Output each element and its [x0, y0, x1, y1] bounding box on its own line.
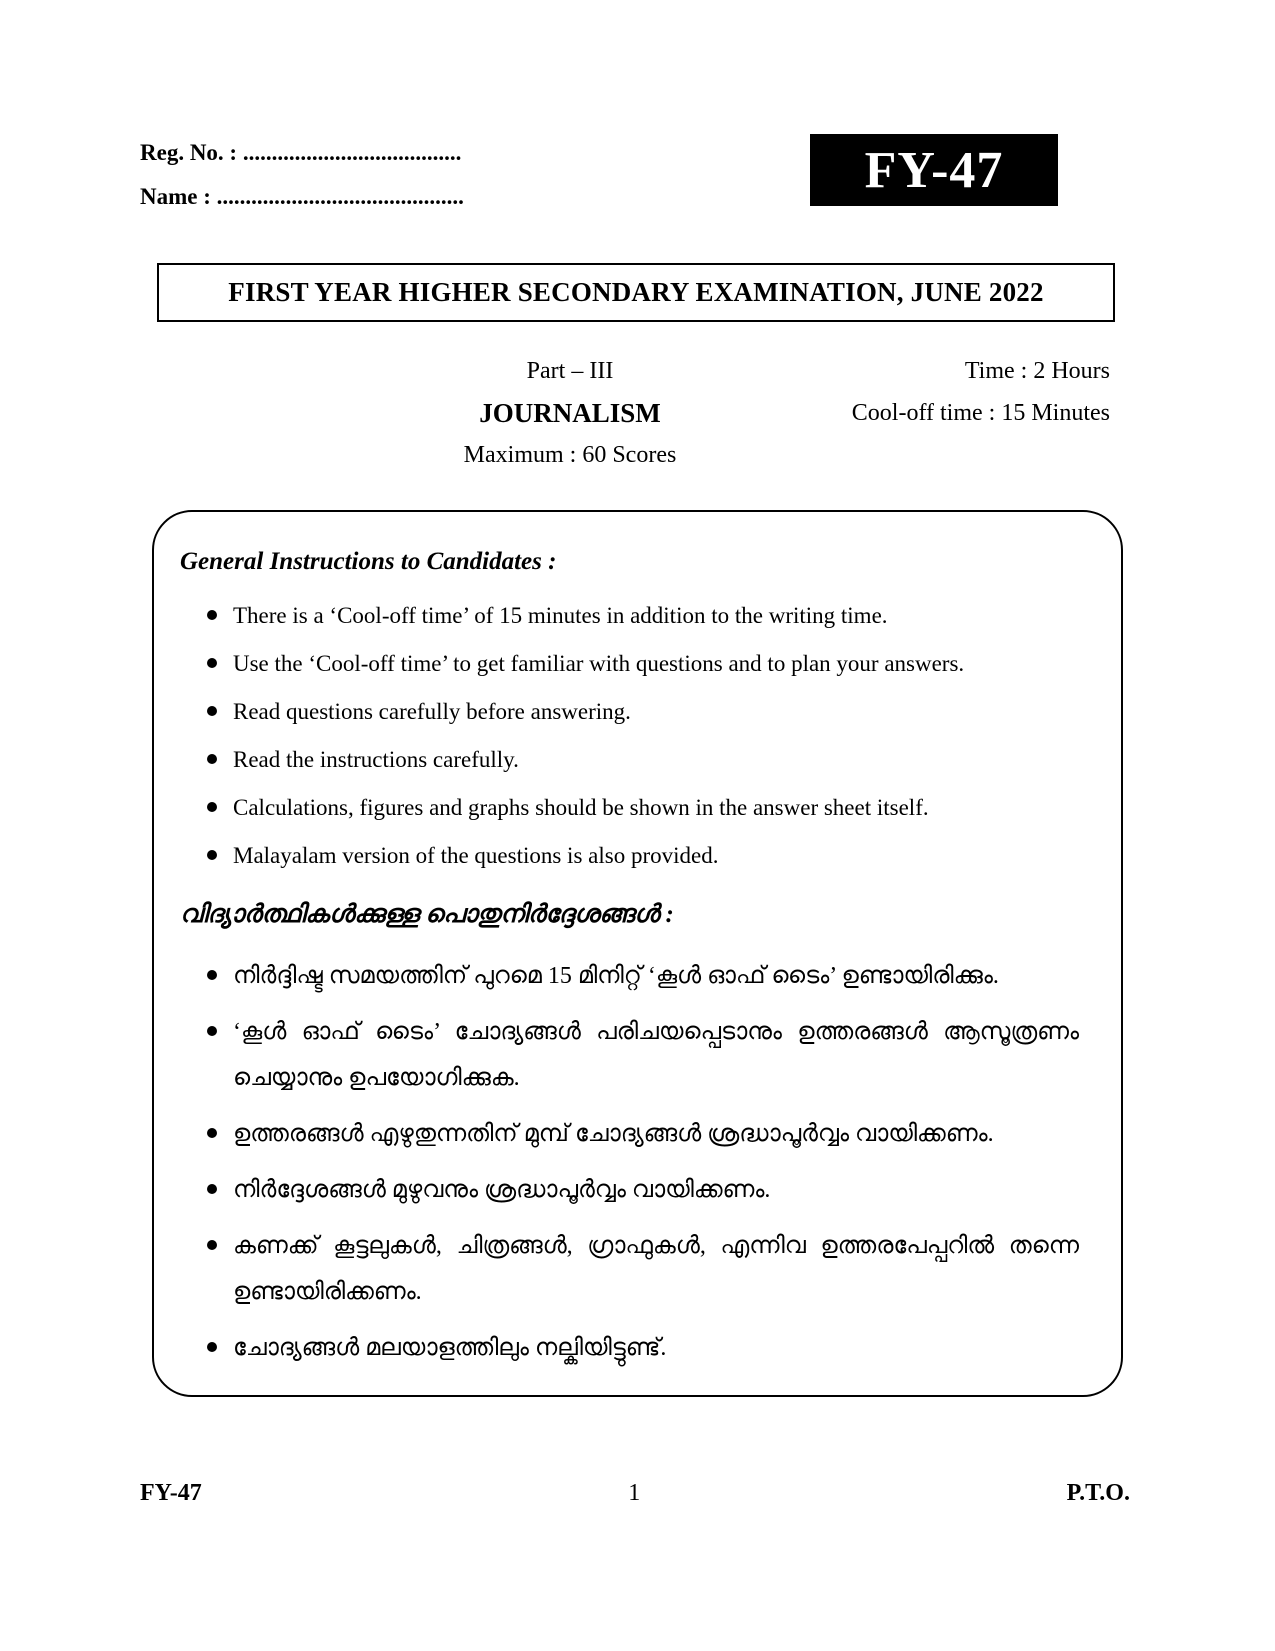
instructions-heading-en: General Instructions to Candidates : [180, 548, 557, 575]
maximum-scores-line: Maximum : 60 Scores [463, 442, 677, 468]
list-item [180, 953, 1079, 999]
instructions-list-ml [180, 953, 1079, 1371]
list-item [180, 1167, 1079, 1213]
list-item [180, 651, 1079, 677]
instruction-text: നിർദ്ദേശങ്ങൾ മുഴുവനും ശ്രദ്ധാപൂർവ്വം വായിക്കണം. [233, 1177, 771, 1203]
bullet-icon [207, 1026, 217, 1036]
instruction-text: Read the instructions carefully. [233, 747, 519, 772]
bullet-icon [207, 658, 217, 668]
list-item [180, 843, 1079, 869]
part-line: Part – III [526, 358, 614, 384]
exam-title-box [157, 263, 1115, 322]
bullet-icon [207, 802, 217, 812]
pto-label: P.T.O. [1066, 1480, 1130, 1506]
list-item [180, 1111, 1079, 1157]
reg-no-label: Reg. No. : ...................................... [140, 140, 462, 165]
list-item [180, 699, 1079, 725]
cooloff-line: Cool-off time : 15 Minutes [851, 400, 1110, 426]
list-item [180, 603, 1079, 629]
general-instructions-box [152, 510, 1123, 1397]
list-item [180, 1223, 1079, 1315]
instruction-text: ഉത്തരങ്ങൾ എഴുതുന്നതിന് മുമ്പ് ചോദ്യങ്ങൾ ശ്രദ്ധാപൂർവ്വം വായിക്കണം. [233, 1121, 994, 1147]
exam-title: FIRST YEAR HIGHER SECONDARY EXAMINATION, JUNE 2022 [228, 277, 1044, 307]
name-label: Name : ........................................... [140, 184, 464, 209]
instruction-text: Read questions carefully before answering. [233, 699, 631, 724]
footer-paper-code: FY-47 [140, 1480, 202, 1506]
page-number: 1 [628, 1480, 641, 1506]
bullet-icon [207, 970, 217, 980]
instruction-text: Use the ‘Cool-off time’ to get familiar with questions and to plan your answers. [233, 651, 965, 676]
bullet-icon [207, 706, 217, 716]
bullet-icon [207, 610, 217, 620]
list-item [180, 795, 1079, 821]
time-line: Time : 2 Hours [964, 358, 1110, 384]
instruction-text: ചോദ്യങ്ങൾ മലയാളത്തിലും നല്കിയിട്ടുണ്ട്. [233, 1335, 667, 1361]
instruction-text: Calculations, figures and graphs should be shown in the answer sheet itself. [233, 795, 929, 820]
page-footer [140, 1480, 1130, 1507]
instructions-heading-ml: വിദ്യാർത്ഥികൾക്കുള്ള പൊതുനിർദ്ദേശങ്ങൾ : [180, 901, 674, 928]
instruction-text: ‘കൂൾ ഓഫ് ടൈം’ ചോദ്യങ്ങൾ പരിചയപ്പെടാനും ഉത്തരങ്ങൾ ആസൂത്രണം ചെയ്യാനും ഉപയോഗിക്കുക. [233, 1019, 1079, 1091]
subject-title: JOURNALISM [479, 398, 661, 428]
list-item [180, 1325, 1079, 1371]
reg-name-block [140, 140, 464, 209]
bullet-icon [207, 850, 217, 860]
bullet-icon [207, 1240, 217, 1250]
bullet-icon [207, 1128, 217, 1138]
instruction-text: കണക്ക് കൂട്ടലുകൾ, ചിത്രങ്ങൾ, ഗ്രാഫുകൾ, എന്നിവ ഉത്തരപേപ്പറിൽ തന്നെ ഉണ്ടായിരിക്കണം. [233, 1233, 1079, 1305]
bullet-icon [207, 1342, 217, 1352]
bullet-icon [207, 1184, 217, 1194]
instruction-text: There is a ‘Cool-off time’ of 15 minutes in addition to the writing time. [233, 603, 888, 628]
paper-code-badge: FY-47 [810, 134, 1058, 206]
bullet-icon [207, 754, 217, 764]
exam-meta-right [852, 356, 1110, 428]
list-item [180, 747, 1079, 773]
instructions-list-en [180, 603, 1079, 869]
instruction-text: Malayalam version of the questions is also provided. [233, 843, 719, 868]
instruction-text: നിർദ്ദിഷ്ട സമയത്തിന് പുറമെ 15 മിനിറ്റ് ‘കൂൾ ഓഫ് ടൈം’ ഉണ്ടായിരിക്കും. [233, 963, 999, 989]
list-item [180, 1009, 1079, 1101]
